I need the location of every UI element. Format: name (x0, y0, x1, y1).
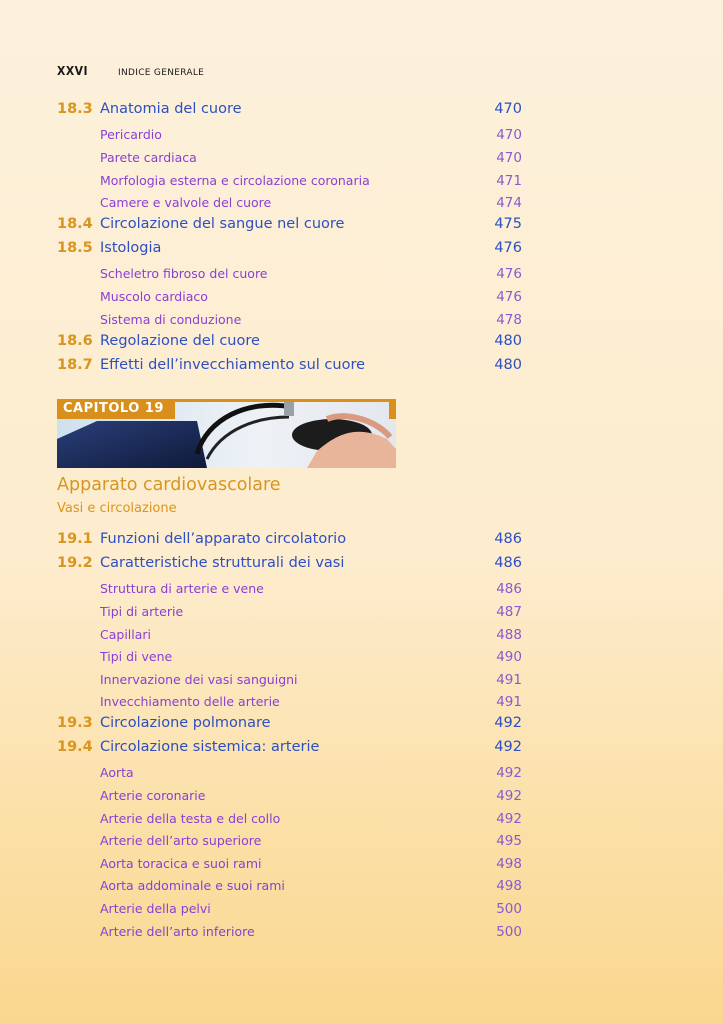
toc-subsection-entry (0, 289, 723, 309)
section-title: Circolazione polmonare (100, 715, 271, 731)
toc-subsection-entry (0, 127, 723, 147)
toc-subsection-entry (0, 649, 723, 669)
toc-section-entry (0, 333, 723, 355)
toc-subsection-entry (0, 173, 723, 193)
toc-subsection-entry (0, 811, 723, 831)
section-number: 19.3 (57, 715, 93, 731)
subsection-title: Struttura di arterie e vene (100, 581, 264, 597)
toc-subsection-entry (0, 901, 723, 921)
subsection-title: Invecchiamento delle arterie (100, 694, 280, 710)
subsection-title: Camere e valvole del cuore (100, 195, 272, 211)
subsection-page: 491 (496, 694, 522, 711)
subsection-page: 487 (496, 604, 522, 620)
chapter-subtitle: Vasi e circolazione (57, 501, 177, 516)
chapter-stripe (169, 399, 396, 402)
toc-subsection-entry (0, 672, 723, 692)
section-number: 18.6 (57, 332, 93, 349)
section-page: 486 (494, 555, 522, 572)
toc-subsection-entry (0, 878, 723, 898)
section-title: Circolazione sistemica: arterie (100, 739, 320, 756)
subsection-page: 470 (496, 127, 522, 144)
subsection-page: 500 (496, 923, 522, 940)
section-title: Circolazione del sangue nel cuore (100, 216, 345, 232)
subsection-title: Arterie della testa e del collo (100, 810, 281, 826)
subsection-title: Pericardio (100, 127, 162, 143)
chapter-stripe-end (389, 399, 396, 419)
toc-section-entry (0, 531, 723, 553)
subsection-page: 500 (496, 901, 522, 917)
subsection-title: Arterie dell’arto superiore (100, 833, 262, 849)
subsection-title: Tipi di arterie (100, 604, 184, 619)
section-page: 480 (494, 332, 522, 349)
section-number: 18.5 (57, 240, 93, 257)
toc-section-entry (0, 357, 723, 379)
section-number: 19.4 (57, 739, 93, 756)
section-page: 476 (494, 240, 522, 257)
section-page: 492 (494, 739, 522, 756)
subsection-page: 488 (496, 626, 522, 643)
toc-section-entry (0, 240, 723, 262)
subsection-page: 492 (496, 765, 522, 782)
toc-subsection-entry (0, 266, 723, 286)
subsection-title: Aorta addominale e suoi rami (100, 878, 285, 894)
subsection-page: 476 (496, 289, 522, 306)
section-title: Istologia (100, 240, 162, 257)
section-number: 18.4 (57, 216, 93, 232)
section-page: 470 (494, 101, 522, 117)
section-title: Effetti dell’invecchiamento sul cuore (100, 356, 366, 373)
toc-section-entry (0, 555, 723, 577)
running-title: INDICE GENERALE (118, 68, 205, 78)
toc-subsection-entry (0, 627, 723, 647)
subsection-page: 476 (496, 266, 522, 283)
subsection-page: 474 (496, 195, 522, 212)
subsection-page: 498 (496, 878, 522, 895)
chapter-banner (57, 399, 396, 468)
toc-subsection-entry (0, 150, 723, 170)
section-page: 486 (494, 531, 522, 547)
section-page: 480 (494, 356, 522, 373)
subsection-title: Innervazione dei vasi sanguigni (100, 671, 298, 687)
subsection-page: 490 (496, 649, 522, 666)
subsection-title: Arterie dell’arto inferiore (100, 923, 255, 939)
toc-subsection-entry (0, 765, 723, 785)
subsection-title: Arterie della pelvi (100, 901, 211, 916)
section-page: 475 (494, 216, 522, 232)
toc-section-entry (0, 739, 723, 761)
toc-subsection-entry (0, 195, 723, 215)
toc-section-entry (0, 216, 723, 238)
subsection-page: 498 (496, 855, 522, 872)
subsection-title: Capillari (100, 626, 152, 642)
subsection-title: Morfologia esterna e circolazione coronaria (100, 172, 370, 188)
toc-section-entry (0, 715, 723, 737)
subsection-title: Sistema di conduzione (100, 311, 242, 327)
subsection-page: 495 (496, 833, 522, 850)
subsection-page: 478 (496, 311, 522, 328)
subsection-page: 491 (496, 671, 522, 688)
toc-subsection-entry (0, 833, 723, 853)
toc-subsection-entry (0, 788, 723, 808)
toc-subsection-entry (0, 581, 723, 601)
section-title: Anatomia del cuore (100, 101, 242, 117)
toc-subsection-entry (0, 924, 723, 944)
chapter-title: Apparato cardiovascolare (57, 475, 281, 495)
section-number: 19.1 (57, 531, 93, 547)
subsection-page: 492 (496, 788, 522, 804)
subsection-title: Tipi di vene (100, 649, 173, 665)
subsection-title: Scheletro fibroso del cuore (100, 266, 268, 282)
subsection-page: 486 (496, 581, 522, 598)
section-number: 19.2 (57, 555, 93, 572)
section-number: 18.3 (57, 101, 93, 117)
running-header (57, 64, 204, 82)
subsection-title: Parete cardiaca (100, 149, 197, 165)
subsection-page: 492 (496, 810, 522, 827)
chapter-label: CAPITOLO 19 (57, 399, 175, 419)
toc-subsection-entry (0, 694, 723, 714)
section-title: Caratteristiche strutturali dei vasi (100, 555, 345, 572)
subsection-page: 471 (496, 172, 522, 189)
page-number: XXVI (57, 64, 89, 78)
subsection-title: Aorta toracica e suoi rami (100, 855, 262, 871)
section-title: Regolazione del cuore (100, 332, 260, 349)
subsection-page: 470 (496, 149, 522, 166)
section-title: Funzioni dell’apparato circolatorio (100, 531, 347, 547)
subsection-title: Arterie coronarie (100, 788, 206, 803)
toc-subsection-entry (0, 312, 723, 332)
subsection-title: Muscolo cardiaco (100, 289, 208, 305)
section-number: 18.7 (57, 356, 93, 373)
toc-section-entry (0, 101, 723, 123)
toc-subsection-entry (0, 856, 723, 876)
toc-subsection-entry (0, 604, 723, 624)
subsection-title: Aorta (100, 765, 134, 781)
section-page: 492 (494, 715, 522, 731)
